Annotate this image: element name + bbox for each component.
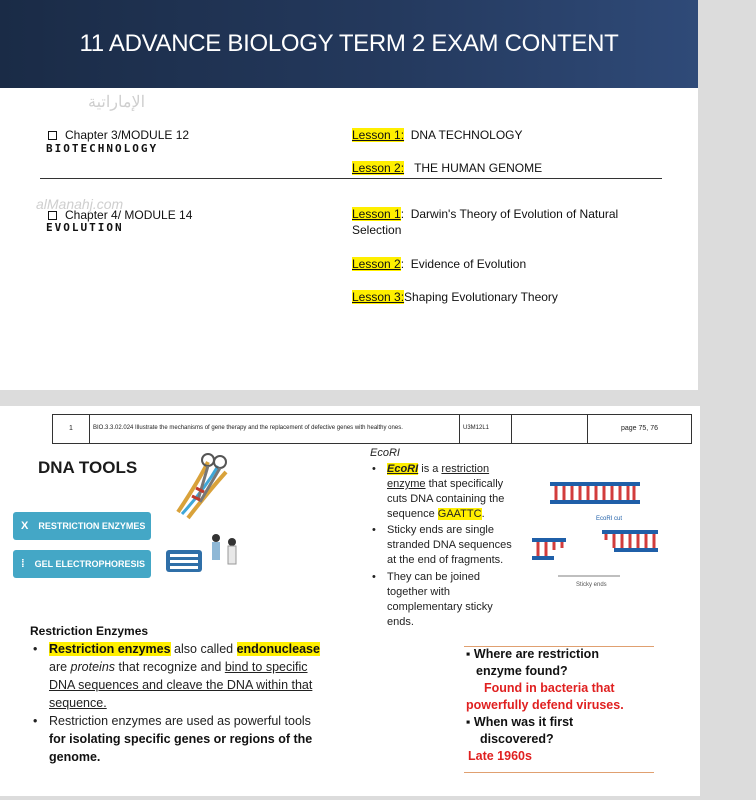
lesson-item: Lesson 1: Darwin's Theory of Evolution of Natural [352, 207, 619, 221]
ecori-bullet-2: Sticky ends are single stranded DNA sequences at the end of fragments. [387, 524, 512, 566]
ecori-cut-label: EcoRI cut [596, 516, 623, 522]
qa-block: ▪ Where are restriction enzyme found? Found in bacteria that powerfully defend viruses. ▪ When was it first discovered? Late 1960s [466, 647, 624, 763]
ecori-cut-diagram [528, 476, 664, 598]
bullet-dot-icon: • [372, 571, 376, 583]
standard-table [52, 414, 692, 444]
ecori-bullet-3: They can be joined together with complementary sticky ends. [387, 571, 493, 628]
gel-icon: ⁞ [21, 558, 25, 570]
lesson-code: U3M12L1 [459, 415, 511, 443]
slide-title: 11 ADVANCE BIOLOGY TERM 2 EXAM CONTENT [79, 30, 619, 57]
lesson-item: Lesson 1: DNA TECHNOLOGY [352, 128, 523, 142]
bullet-dot-icon: • [33, 642, 38, 656]
empty-cell [511, 415, 587, 443]
restriction-enzymes-button[interactable]: X RESTRICTION ENZYMES [13, 512, 151, 540]
scissors-dna-illustration [168, 452, 244, 524]
standard-number: 1 [69, 425, 73, 432]
watermark-english: alManahj.com [36, 196, 124, 212]
restriction-paragraph-2: Restriction enzymes are used as powerful tools for isolating specific genes or regions of the genome. [49, 714, 313, 764]
lesson-item: Lesson 3:Shaping Evolutionary Theory [352, 290, 558, 304]
ecori-heading: EcoRI [370, 447, 400, 459]
sticky-ends-label: Sticky ends [576, 582, 607, 588]
page-ref: page 75, 76 [587, 415, 691, 443]
checkbox-bullet-icon [48, 211, 57, 220]
standard-text: BIO.3.3.02.024 Illustrate the mechanisms of gene therapy and the replacement of defective genes with healthy ones. [89, 415, 459, 443]
ecori-bullet-1: EcoRI is a restriction enzyme that specifically cuts DNA containing the sequence GAATTC. [387, 463, 505, 520]
slide-header [0, 0, 698, 88]
close-x-icon: X [21, 520, 29, 532]
restriction-paragraph-1: Restriction enzymes also called endonuclease are proteins that recognize and bind to specific DNA sequences and cleave the DNA within that sequence. [49, 642, 320, 710]
lesson-item-continued: Selection [352, 223, 402, 237]
lesson-item: Lesson 2: Evidence of Evolution [352, 257, 527, 271]
bullet-dot-icon: • [372, 524, 376, 536]
gel-electrophoresis-button[interactable]: ⁞ GEL ELECTROPHORESIS [13, 550, 151, 578]
chapter-4-subtitle: EVOLUTION [46, 221, 124, 234]
qa-bottom-rule [464, 772, 654, 773]
chapter-3-title: Chapter 3/MODULE 12 [48, 128, 189, 142]
dna-tools-slide [0, 406, 700, 796]
lesson-item: Lesson 2: THE HUMAN GENOME [352, 161, 543, 175]
dna-tools-title: DNA TOOLS [38, 458, 138, 477]
watermark-arabic: الإماراتية [88, 94, 146, 111]
bullet-dot-icon: • [372, 463, 376, 475]
chapter-3-subtitle: BIOTECHNOLOGY [46, 142, 159, 155]
bullet-dot-icon: • [33, 714, 38, 728]
checkbox-bullet-icon [48, 131, 57, 140]
chapter-4-title: Chapter 4/ MODULE 14 [48, 208, 192, 222]
section-divider [40, 178, 662, 179]
restriction-heading: Restriction Enzymes [30, 624, 149, 638]
exam-content-slide [0, 0, 698, 390]
lab-scientists-illustration [160, 528, 244, 584]
